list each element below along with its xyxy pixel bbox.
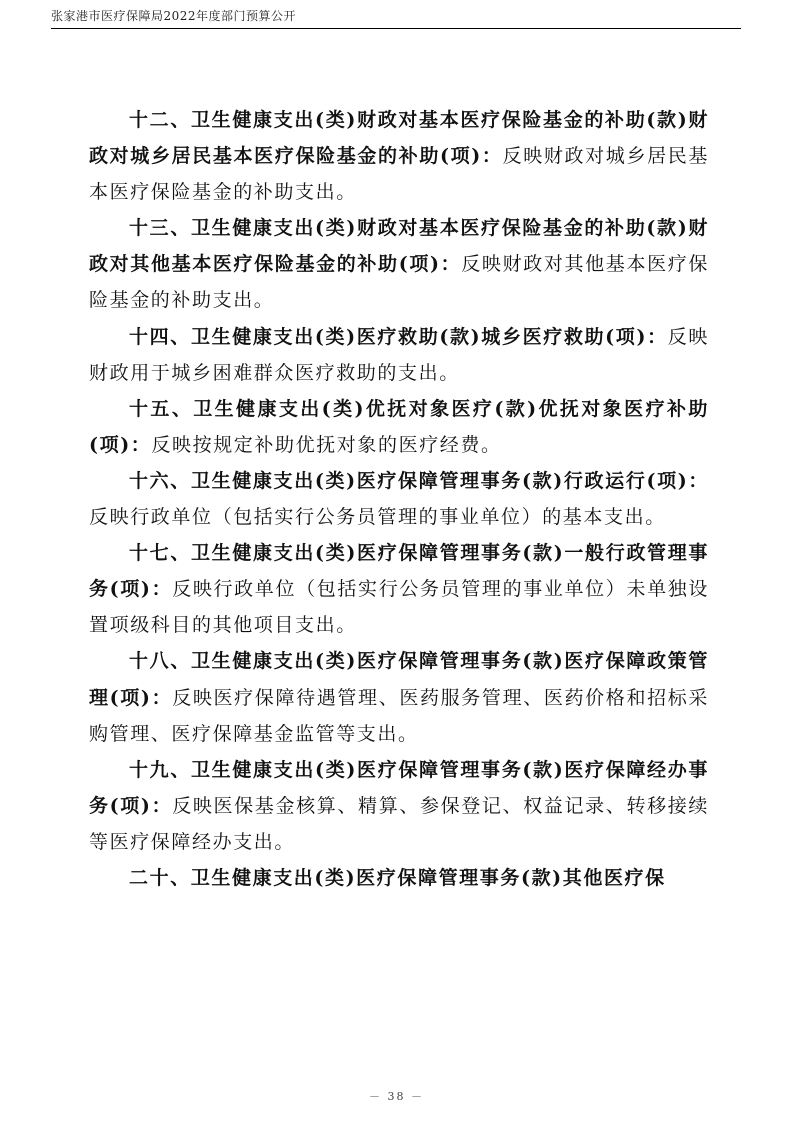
paragraph-heading: 十八、卫生健康支出(类)医疗保障管理事务(款)医疗保障政策管理(项)： <box>89 650 709 709</box>
paragraph-heading: 十六、卫生健康支出(类)医疗保障管理事务(款)行政运行(项)： <box>129 469 709 492</box>
paragraph-text: 反映行政单位（包括实行公务员管理的事业单位）未单独设置项级科目的其他项目支出。 <box>89 578 709 637</box>
paragraph-text: 反映行政单位（包括实行公务员管理的事业单位）的基本支出。 <box>89 506 666 529</box>
paragraph-heading: 十三、卫生健康支出(类)财政对基本医疗保险基金的补助(款)财政对其他基本医疗保险基金的补助(项)： <box>89 217 709 276</box>
paragraph-15 <box>89 391 709 463</box>
paragraph-20 <box>89 860 709 896</box>
header-divider <box>51 28 741 29</box>
paragraph-13 <box>89 210 709 318</box>
paragraph-text: 反映财政对城乡居民基本医疗保险基金的补助支出。 <box>89 145 709 204</box>
paragraph-heading: 十七、卫生健康支出(类)医疗保障管理事务(款)一般行政管理事务(项)： <box>89 542 709 601</box>
paragraph-heading: 二十、卫生健康支出(类)医疗保障管理事务(款)其他医疗保 <box>129 866 666 889</box>
paragraph-heading: 十九、卫生健康支出(类)医疗保障管理事务(款)医疗保障经办事务(项)： <box>89 758 709 817</box>
page-number: － 38 － <box>369 1090 424 1103</box>
paragraph-heading: 十五、卫生健康支出(类)优抚对象医疗(款)优抚对象医疗补助(项)： <box>89 397 709 456</box>
paragraph-heading: 十四、卫生健康支出(类)医疗救助(款)城乡医疗救助(项)： <box>129 325 668 348</box>
document-body <box>89 102 709 896</box>
paragraph-text: 反映财政对其他基本医疗保险基金的补助支出。 <box>89 253 709 312</box>
paragraph-18 <box>89 643 709 751</box>
paragraph-text: 反映按规定补助优抚对象的医疗经费。 <box>151 433 502 456</box>
paragraph-text: 反映医疗保障待遇管理、医药服务管理、医药价格和招标采购管理、医疗保障基金监管等支出。 <box>89 686 709 745</box>
paragraph-19 <box>89 752 709 860</box>
paragraph-12 <box>89 102 709 210</box>
paragraph-text: 反映财政用于城乡困难群众医疗救助的支出。 <box>89 325 709 384</box>
paragraph-text: 反映医保基金核算、精算、参保登记、权益记录、转移接续等医疗保障经办支出。 <box>89 794 709 853</box>
paragraph-heading: 十二、卫生健康支出(类)财政对基本医疗保险基金的补助(款)财政对城乡居民基本医疗保险基金的补助(项)： <box>89 109 709 168</box>
paragraph-14 <box>89 319 709 391</box>
paragraph-16 <box>89 463 709 535</box>
paragraph-17 <box>89 535 709 643</box>
page-header-title: 张家港市医疗保障局2022年度部门预算公开 <box>51 9 297 23</box>
